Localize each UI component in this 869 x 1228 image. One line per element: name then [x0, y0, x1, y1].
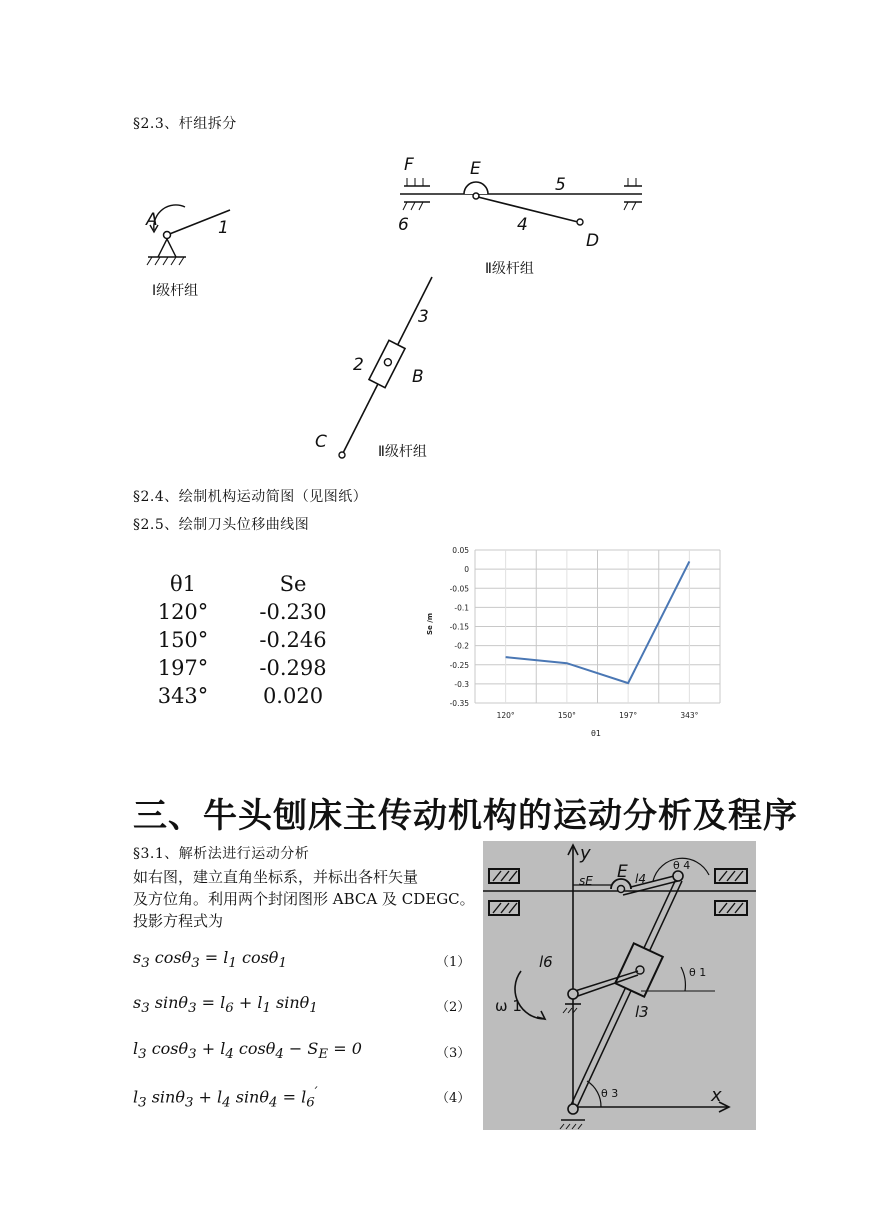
- x-axis-label: θ1: [591, 729, 601, 738]
- paragraph-line: 及方位角。利用两个封闭图形 ABCA 及 CDEGC。: [133, 890, 475, 908]
- table-cell: 120°: [157, 600, 209, 624]
- header-theta1: θ1: [169, 572, 196, 596]
- link-5-label: 5: [555, 175, 566, 195]
- omega1-label: ω 1: [495, 997, 522, 1015]
- table-header: [133, 572, 363, 600]
- y-axis-label: y: [580, 843, 591, 864]
- equation-1: $s_3$ $\cos\theta_3 = l_1$ cosθ$_1$: [133, 948, 287, 972]
- table-cell: -0.246: [259, 628, 327, 652]
- paragraph-line: 投影方程式为: [133, 912, 224, 930]
- y-tick-label: -0.35: [449, 699, 469, 708]
- theta4-label: θ 4: [673, 859, 691, 872]
- paragraph-line: 如右图，建立直角坐标系，并标出各杆矢量: [133, 868, 419, 886]
- link-4-label: 4: [517, 215, 528, 235]
- table-row: [133, 628, 363, 656]
- y-tick-label: 0.05: [452, 546, 469, 555]
- equation-3-number: （3）: [436, 1046, 471, 1061]
- equation-2: $s_3$ $\sin\theta_3 = l_6 + l_1$ sinθ$_1$: [133, 993, 318, 1017]
- l6-label: l6: [539, 953, 553, 971]
- section-2-4-title: §2.4、绘制机构运动简图（见图纸）: [133, 489, 368, 505]
- section-2-3-title: §2.3、杆组拆分: [133, 116, 237, 132]
- section-2-5-title: §2.5、绘制刀头位移曲线图: [133, 517, 310, 533]
- x-tick-label: 120°: [496, 711, 515, 720]
- y-tick-label: -0.2: [454, 641, 469, 651]
- table-row: [133, 656, 363, 684]
- section-3-1-title: §3.1、解析法进行运动分析: [133, 846, 310, 862]
- x-tick-label: 197°: [619, 711, 638, 720]
- point-c-label: C: [315, 432, 327, 452]
- l3-label: l3: [635, 1003, 649, 1021]
- ground-6-label: 6: [398, 215, 409, 235]
- point-f-label: F: [404, 155, 414, 175]
- displacement-table: [133, 572, 363, 722]
- link-2-label: 2: [353, 355, 364, 375]
- table-cell: -0.298: [259, 656, 327, 680]
- group-2-label: Ⅱ级杆组: [485, 261, 534, 277]
- y-tick-label: -0.3: [454, 679, 469, 689]
- theta1-label: θ 1: [689, 966, 707, 979]
- table-cell: 197°: [157, 656, 209, 680]
- y-tick-label: -0.25: [449, 660, 469, 670]
- y-tick-label: -0.1: [454, 603, 469, 613]
- equation-2-number: （2）: [436, 1000, 471, 1015]
- point-b-label: B: [412, 367, 424, 387]
- header-se: Se: [279, 572, 307, 596]
- group-2-diagram: [390, 150, 660, 280]
- chapter-heading: 三、牛头刨床主传动机构的运动分析及程序: [133, 796, 798, 836]
- x-tick-label: 343°: [680, 711, 699, 720]
- intro-paragraph: [133, 866, 478, 932]
- l4-label: l4: [635, 872, 646, 886]
- equation-4: $l_3$ $\sin\theta_3 + l_4$ $\sin\theta_4 = l_6'$: [133, 1085, 318, 1111]
- x-axis-label: x: [711, 1085, 722, 1106]
- equation-3: $l_3$ $\cos\theta_3 + l_4$ $\cos\theta_4 - S_E = 0$: [133, 1039, 362, 1063]
- table-cell: 343°: [157, 684, 209, 708]
- group-3-diagram: [305, 272, 465, 467]
- table-cell: -0.230: [259, 600, 327, 624]
- link-1-label: 1: [218, 218, 229, 238]
- y-tick-label: -0.15: [449, 622, 469, 632]
- e-label: E: [617, 862, 628, 882]
- point-a-label: A: [146, 210, 158, 230]
- se-label: sE: [579, 874, 593, 888]
- theta3-label: θ 3: [601, 1087, 619, 1100]
- table-cell: 150°: [157, 628, 209, 652]
- point-e-label: E: [470, 159, 481, 179]
- mechanism-sketch: [483, 841, 756, 1130]
- equation-4-number: （4）: [436, 1091, 471, 1106]
- group-1-diagram: [130, 195, 250, 310]
- y-axis-label: Se /m: [426, 612, 434, 635]
- y-tick-label: 0: [464, 565, 469, 575]
- displacement-chart: [420, 540, 740, 740]
- table-cell: 0.020: [262, 684, 324, 708]
- table-row: [133, 600, 363, 628]
- y-tick-label: -0.05: [449, 584, 469, 594]
- equation-1-number: （1）: [436, 955, 471, 970]
- link-3-label: 3: [418, 307, 429, 327]
- group-3-label: Ⅱ级杆组: [378, 444, 427, 460]
- point-d-label: D: [586, 231, 600, 251]
- group-1-label: Ⅰ级杆组: [152, 283, 199, 299]
- x-tick-label: 150°: [557, 711, 576, 720]
- table-row: [133, 684, 363, 712]
